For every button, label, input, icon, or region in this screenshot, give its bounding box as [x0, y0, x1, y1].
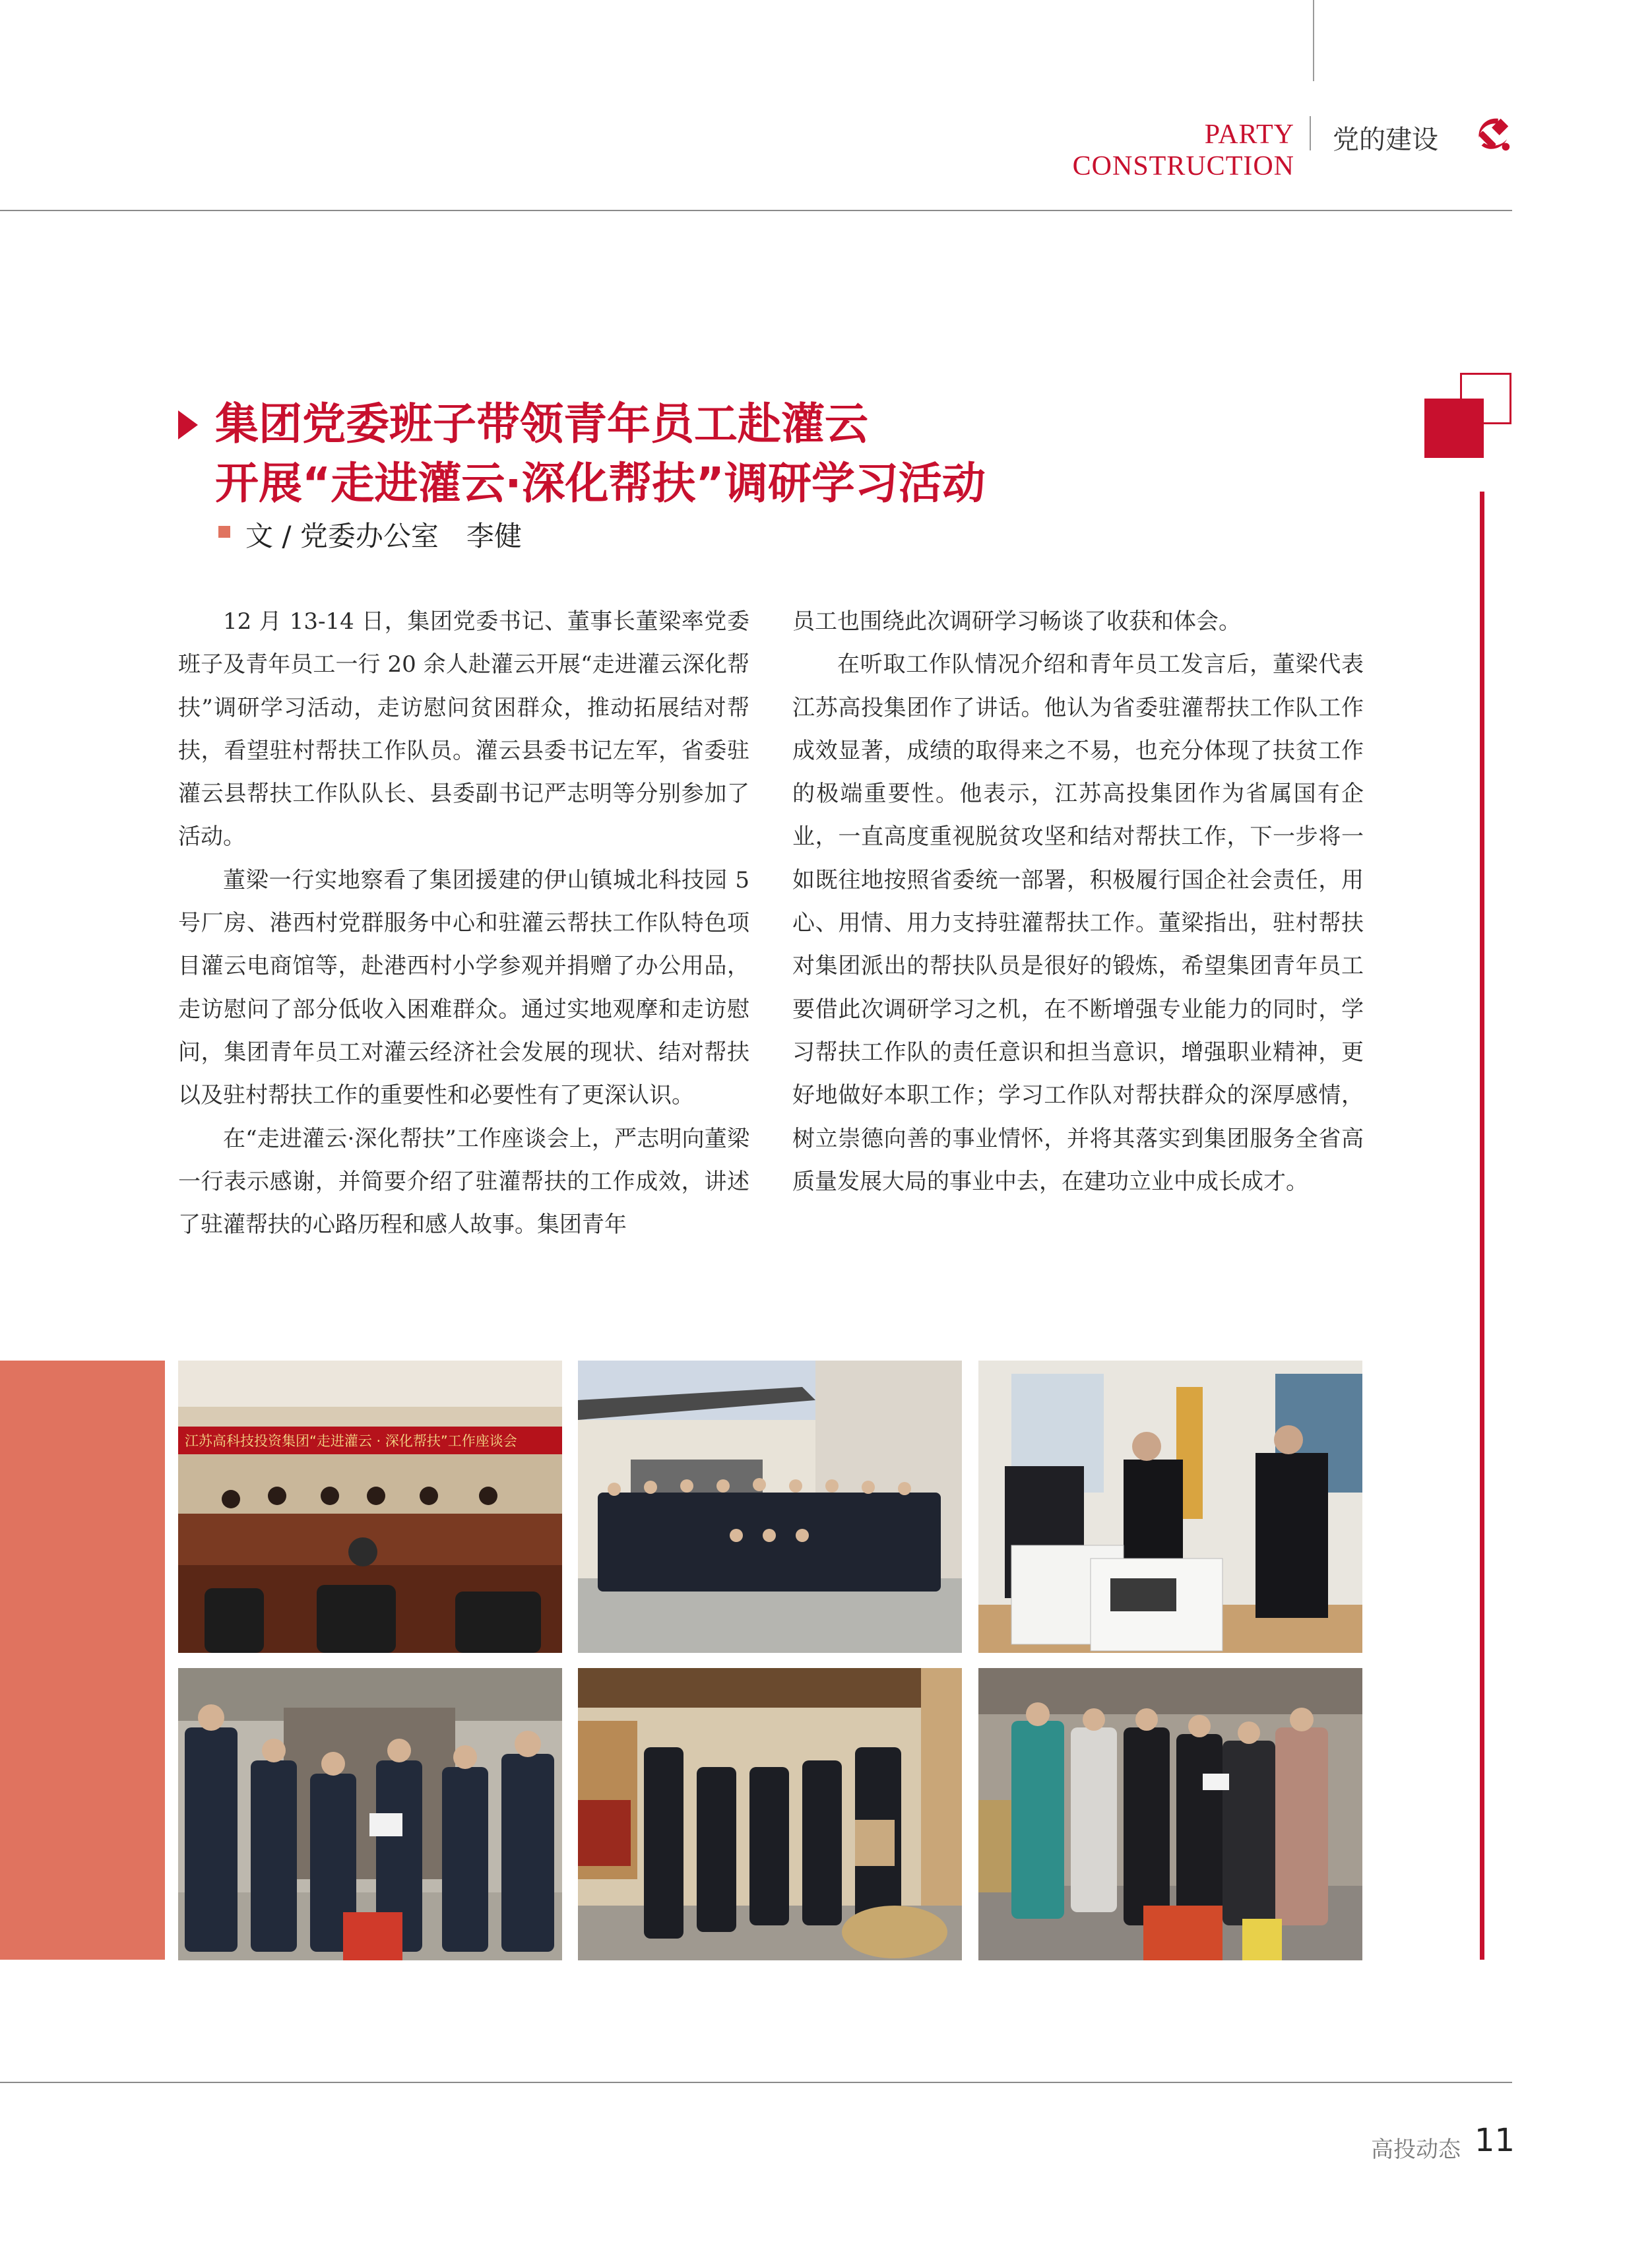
top-divider-line — [1313, 0, 1314, 81]
title-line-2: 开展“走进灌云·深化帮扶”调研学习活动 — [215, 458, 986, 509]
byline-bullet — [218, 526, 230, 538]
decor-orange-block — [0, 1361, 165, 1960]
body-column-right — [792, 600, 1364, 1204]
article-byline: 文 / 党委办公室 李健 — [245, 520, 522, 552]
meeting-banner-text: 江苏高科技投资集团“走进灌云 · 深化帮扶”工作座谈会 — [185, 1433, 517, 1449]
title-line-1: 集团党委班子带领青年员工赴灌云 — [215, 399, 868, 449]
photo-meeting — [178, 1361, 562, 1653]
article-title — [215, 395, 1337, 513]
decor-square-filled — [1424, 399, 1484, 458]
decor-red-vertical-bar — [1480, 492, 1484, 1960]
section-title-en: PARTY CONSTRUCTION — [1072, 119, 1294, 181]
paragraph: 在“走进灌云·深化帮扶”工作座谈会上，严志明向董梁一行表示感谢，并简要介绍了驻灌帮扶的工作成效，讲述了驻灌帮扶的心路历程和感人故事。集团青年 — [178, 1125, 749, 1239]
magazine-name: 高投动态 — [1371, 2137, 1461, 2163]
photo-donation — [978, 1361, 1362, 1653]
photo-visit-home — [178, 1668, 562, 1960]
paragraph: 董梁一行实地察看了集团援建的伊山镇城北科技园 5 号厂房、港西村党群服务中心和驻灌云帮扶工作队特色项目灌云电商馆等，赴港西村小学参观并捐赠了办公用品，走访慰问了部分低收入困难群众。通过实地观摩和走访慰问，集团青年员工对灌云经济社会发展的现状、结对帮扶以及驻村帮扶工作的重要性和必要性有了更深认识。 — [178, 866, 749, 1109]
section-title-cn: 党的建设 — [1333, 125, 1438, 155]
body-column-left — [178, 600, 749, 1246]
header-separator — [1310, 116, 1311, 150]
title-arrow-icon — [178, 410, 198, 439]
footer-rule — [0, 2082, 1512, 2083]
photo-group-building — [578, 1361, 962, 1653]
paragraph-continuation: 员工也围绕此次调研学习畅谈了收获和体会。 — [792, 608, 1241, 635]
photo-household-visit — [978, 1668, 1362, 1960]
page-number: 11 — [1475, 2122, 1515, 2159]
header-rule — [0, 210, 1512, 211]
paragraph: 12 月 13-14 日，集团党委书记、董事长董梁率党委班子及青年员工一行 20 余人赴灌云开展“走进灌云深化帮扶”调研学习活动，走访慰问贫困群众，推动拓展结对帮扶，看望驻村帮扶工作队员。灌云县委书记左军，省委驻灌云县帮扶工作队队长、县委副书记严志明等分别参加了活动。 — [178, 608, 749, 851]
paragraph: 在听取工作队情况介绍和青年员工发言后，董梁代表江苏高投集团作了讲话。他认为省委驻灌帮扶工作队工作成效显著，成绩的取得来之不易，也充分体现了扶贫工作的极端重要性。他表示，江苏高投集团作为省属国有企业，一直高度重视脱贫攻坚和结对帮扶工作，下一步将一如既往地按照省委统一部署，积极履行国企社会责任，用心、用情、用力支持驻灌帮扶工作。董梁指出，驻村帮扶对集团派出的帮扶队员是很好的锻炼，希望集团青年员工要借此次调研学习之机，在不断增强专业能力的同时，学习帮扶工作队的责任意识和担当意识，增强职业精神，更好地做好本职工作；学习工作队对帮扶群众的深厚感情，树立崇德向善的事业情怀，并将其落实到集团服务全省高质量发展大局的事业中去，在建功立业中成长成才。 — [792, 651, 1364, 1195]
party-emblem-icon — [1473, 113, 1513, 154]
photo-ecommerce-hall — [578, 1668, 962, 1960]
